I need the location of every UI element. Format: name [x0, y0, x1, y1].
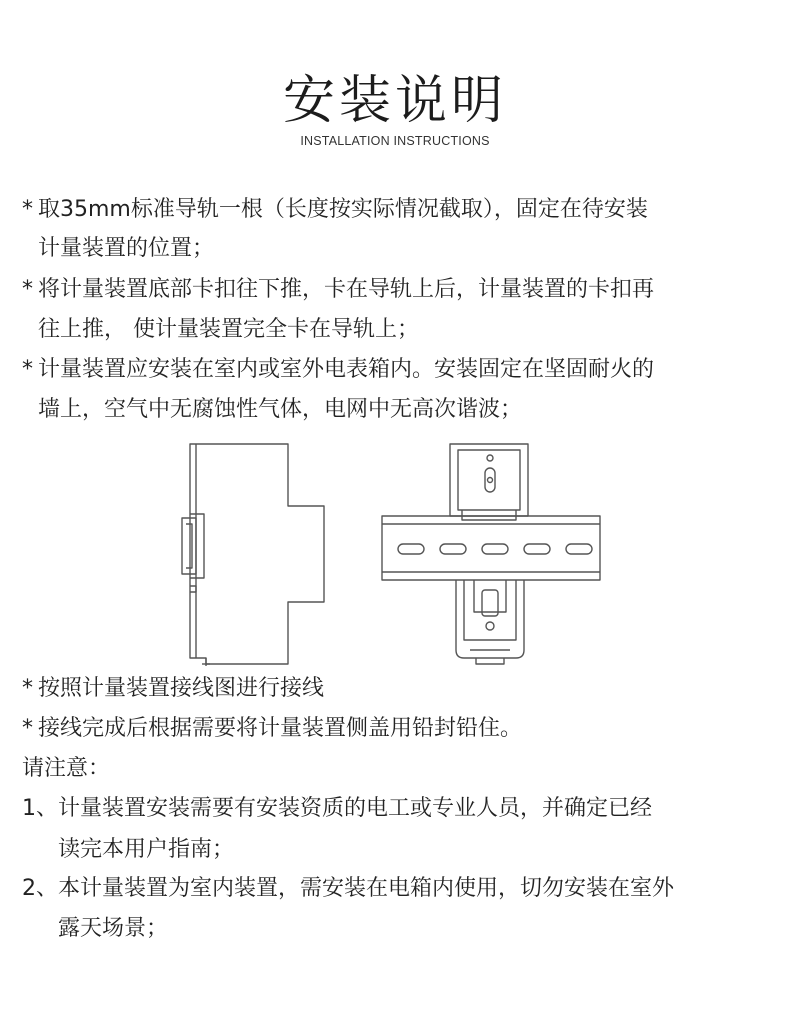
note-2-line-2: 露天场景；	[58, 916, 169, 941]
step-1-bullet: *	[22, 197, 33, 222]
installation-diagram	[0, 440, 790, 670]
step-5-line-1	[22, 713, 522, 745]
step-5-bullet: *	[22, 716, 33, 741]
note-2-number: 2、	[22, 876, 58, 901]
page-title: 安装说明	[282, 71, 507, 131]
notice-label: 请注意：	[22, 756, 111, 781]
step-3-bullet: *	[22, 357, 33, 382]
step-3-line-1	[22, 354, 654, 386]
step-4-text: 按照计量装置接线图进行接线	[38, 676, 325, 701]
din-rail-mount-view	[382, 444, 600, 664]
step-2-text: 将计量装置底部卡扣往下推，卡在导轨上后，计量装置的卡扣再	[38, 277, 655, 302]
step-1-text: 取35mm标准导轨一根（长度按实际情况截取），固定在待安装	[38, 197, 648, 222]
note-1-line-2: 读完本用户指南；	[58, 837, 235, 862]
note-1-number: 1、	[22, 796, 58, 821]
step-2-bullet: *	[22, 277, 33, 302]
step-1-line-2: 计量装置的位置；	[38, 236, 215, 261]
page-subtitle: INSTALLATION INSTRUCTIONS	[300, 134, 490, 148]
step-4-bullet: *	[22, 676, 33, 701]
note-2-line-1	[22, 873, 674, 905]
note-1-line-1	[22, 793, 652, 825]
note-2-text: 本计量装置为室内装置，需安装在电箱内使用，切勿安装在室外	[58, 876, 675, 901]
step-1-line-1	[22, 194, 648, 226]
step-3-line-2: 墙上，空气中无腐蚀性气体，电网中无高次谐波；	[38, 397, 523, 422]
step-5-text: 接线完成后根据需要将计量装置侧盖用铅封铅住。	[38, 716, 523, 741]
meter-side-view	[182, 444, 324, 666]
step-2-line-2: 往上推， 使计量装置完全卡在导轨上；	[38, 317, 419, 342]
step-3-text: 计量装置应安装在室内或室外电表箱内。安装固定在坚固耐火的	[38, 357, 655, 382]
step-4-line-1	[22, 673, 324, 705]
note-1-text: 计量装置安装需要有安装资质的电工或专业人员，并确定已经	[58, 796, 653, 821]
step-2-line-1	[22, 274, 654, 306]
installation-diagram-svg	[0, 440, 790, 670]
